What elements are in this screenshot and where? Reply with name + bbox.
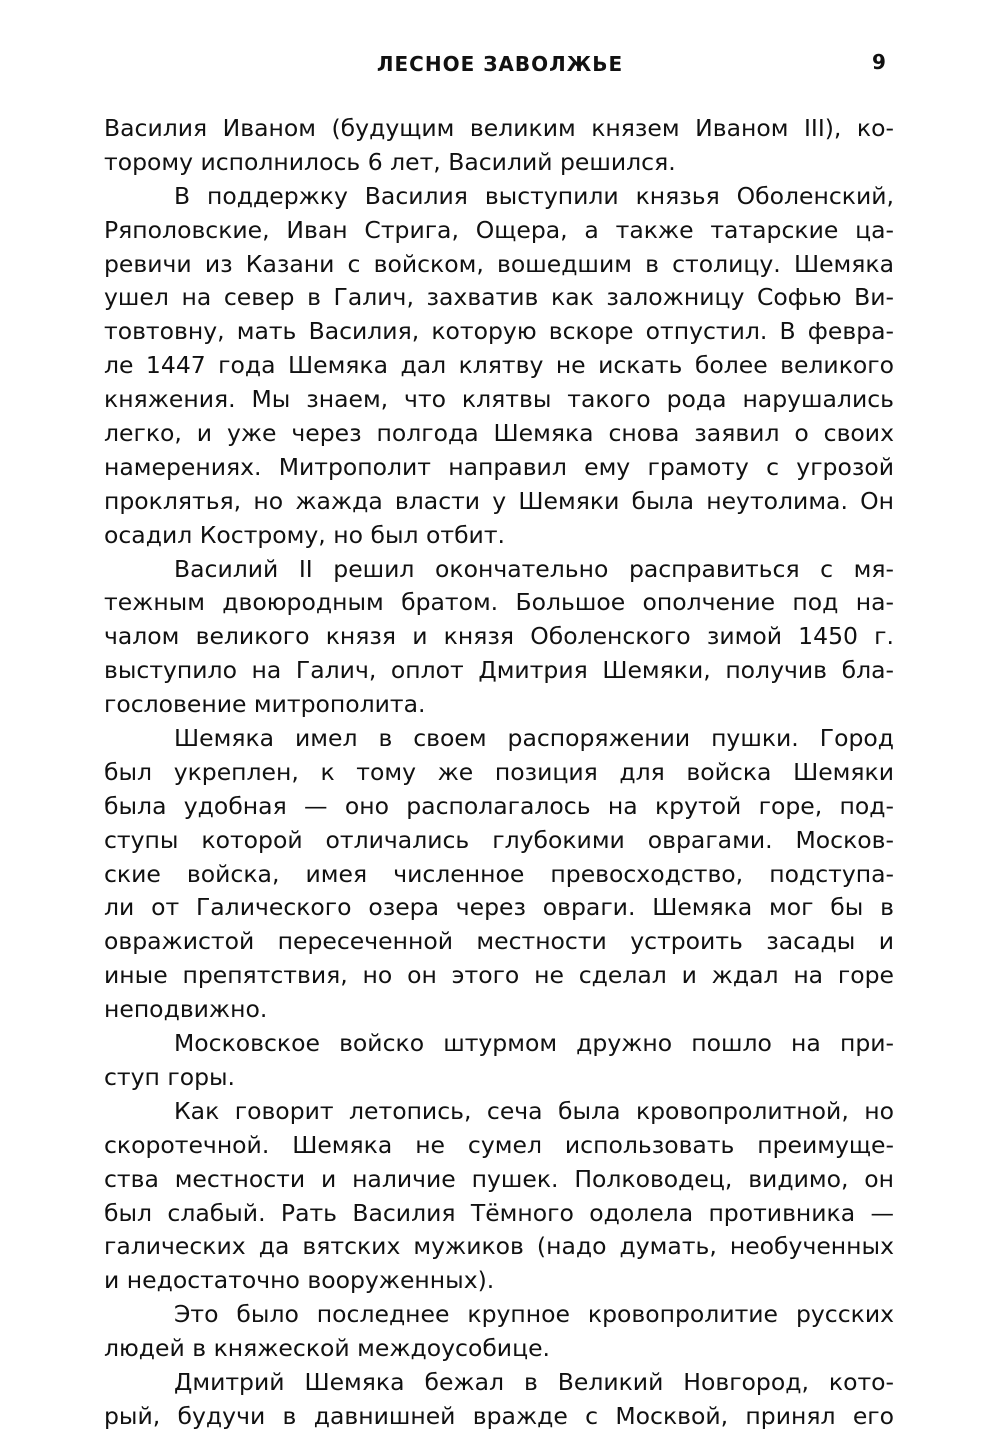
text-line: овражистой пересеченной местности устроить засады и <box>104 927 894 956</box>
text-line: тежным двоюродным братом. Большое ополчение под на- <box>104 588 894 617</box>
text-line: был слабый. Рать Василия Тёмного одолела противника — <box>104 1198 894 1227</box>
text-line: легко, и уже через полгода Шемяка снова заявил о своих <box>104 419 894 448</box>
text-line: была удобная — оно располагалось на крутой горе, под- <box>104 791 894 820</box>
text-line: Василий II решил окончательно расправиться с мя- <box>174 554 894 583</box>
text-line: Шемяка имел в своем распоряжении пушки. Город <box>174 724 894 753</box>
text-line: намерениях. Митрополит направил ему грамоту с угрозой <box>104 452 894 481</box>
text-line: Это было последнее крупное кровопролитие русских <box>174 1300 894 1329</box>
text-line: ле 1447 года Шемяка дал клятву не искать более великого <box>104 351 894 380</box>
text-line: проклятья, но жажда власти у Шемяки была неутолима. Он <box>104 486 894 515</box>
text-line: Ряполовские, Иван Стрига, Ощера, а также татарские ца- <box>104 215 894 244</box>
text-line: ушел на север в Галич, захватив как заложницу Софью Ви- <box>104 283 894 312</box>
running-title: ЛЕСНОЕ ЗАВОЛЖЬЕ <box>376 52 624 76</box>
text-line: людей в княжеской междоусобице. <box>104 1334 551 1363</box>
text-line: Как говорит летопись, сеча была кровопролитной, но <box>174 1096 894 1125</box>
text-line: ские войска, имея численное превосходство, подступа- <box>104 859 894 888</box>
text-line: ства местности и наличие пушек. Полководец, видимо, он <box>104 1164 894 1193</box>
text-line: торому исполнилось 6 лет, Василий решился. <box>104 147 676 176</box>
text-line: ступы которой отличались глубокими оврагами. Москов- <box>104 825 894 854</box>
text-line: Дмитрий Шемяка бежал в Великий Новгород, кото- <box>174 1367 894 1396</box>
text-line: скоротечной. Шемяка не сумел использовать преимуще- <box>104 1130 894 1159</box>
text-line: чалом великого князя и князя Оболенского зимой 1450 г. <box>104 622 894 651</box>
text-line: Василия Иваном (будущим великим князем Иваном III), ко- <box>104 114 894 142</box>
text-line: ли от Галического озера через овраги. Шемяка мог бы в <box>104 893 894 922</box>
text-line: гословение митрополита. <box>104 690 426 719</box>
text-line: В поддержку Василия выступили князья Оболенский, <box>174 181 894 210</box>
text-line: был укреплен, к тому же позиция для войска Шемяки <box>104 757 894 786</box>
text-line: неподвижно. <box>104 995 268 1024</box>
text-line: галических да вятских мужиков (надо думать, необученных <box>104 1232 894 1261</box>
text-line: товтовну, мать Василия, которую вскоре отпустил. В февра- <box>104 317 894 346</box>
text-line: осадил Кострому, но был отбит. <box>104 520 505 549</box>
text-line: и недостаточно вооруженных). <box>104 1266 495 1295</box>
page-number: 9 <box>872 50 886 74</box>
text-line: ступ горы. <box>104 1062 236 1091</box>
text-line: Московское войско штурмом дружно пошло на при- <box>174 1029 894 1058</box>
body-text <box>104 112 894 1434</box>
text-line: рый, будучи в давнишней вражде с Москвой, принял его <box>104 1401 894 1430</box>
text-line: иные препятствия, но он этого не сделал и ждал на горе <box>104 961 894 990</box>
text-line: княжения. Мы знаем, что клятвы такого рода нарушались <box>104 385 894 414</box>
text-line: ревичи из Казани с войском, вошедшим в столицу. Шемяка <box>104 249 894 278</box>
text-line: выступило на Галич, оплот Дмитрия Шемяки, получив бла- <box>104 656 894 685</box>
